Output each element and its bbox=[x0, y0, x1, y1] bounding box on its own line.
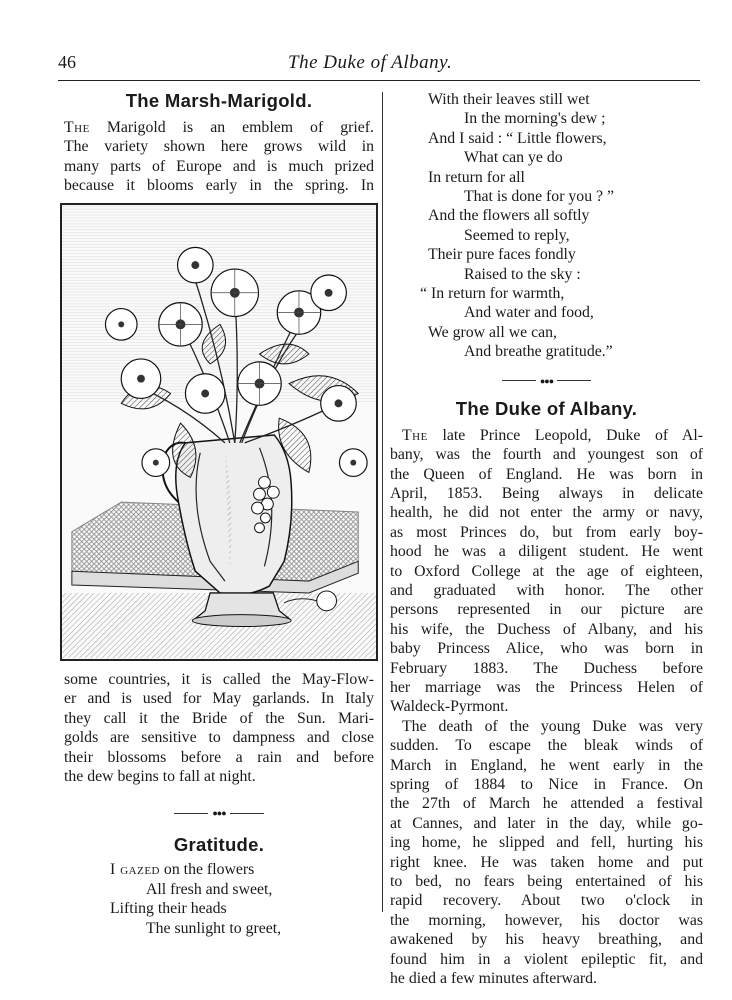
text-line: he died a few minutes afterward. bbox=[390, 970, 598, 988]
page-header bbox=[58, 52, 698, 76]
page-number: 46 bbox=[58, 52, 76, 72]
marsh-marigold-title: The Marsh-Marigold. bbox=[125, 90, 313, 111]
text-line: the 27th of March he attended a festival bbox=[390, 795, 703, 813]
text-line: ing home, he slipped and fell, hurting his bbox=[390, 834, 703, 852]
flower-vase-illustration bbox=[60, 203, 378, 661]
text-line: rapid recovery. About two o'clock in bbox=[390, 892, 703, 910]
poem-line: And breathe gratitude.” bbox=[464, 343, 613, 361]
text-line: The variety shown here grows wild in bbox=[64, 138, 374, 156]
drop-lead: I gazed bbox=[110, 861, 160, 879]
text-line: because it blooms early in the spring. In bbox=[64, 177, 374, 195]
poem-line: Raised to the sky : bbox=[464, 265, 581, 283]
poem-line: And water and food, bbox=[464, 304, 594, 322]
text-line: hood he was a diligent student. He went bbox=[390, 543, 703, 561]
gratitude-poem-part2 bbox=[390, 90, 703, 362]
text-line: they call it the Bride of the Sun. Mari- bbox=[64, 709, 374, 727]
text-line: February 1883. The Duchess before bbox=[390, 659, 703, 677]
poem-line: Their pure faces fondly bbox=[428, 246, 576, 264]
section-ornament bbox=[390, 376, 703, 386]
text-line: his wife, the Duchess of Albany, and his bbox=[390, 620, 703, 638]
duke-title: The Duke of Albany. bbox=[455, 397, 638, 419]
ornament-dots: ●●● bbox=[212, 808, 226, 819]
poem-line: In return for all bbox=[428, 168, 525, 186]
flower-vase-engraving bbox=[62, 205, 376, 659]
poem-line: In the morning's dew ; bbox=[464, 110, 606, 128]
text-line: to Oxford College at the age of eighteen, bbox=[390, 562, 703, 580]
ornament-rule bbox=[557, 380, 591, 381]
text-line: and graduated with honor. The other bbox=[390, 581, 703, 599]
marsh-marigold-continued bbox=[64, 670, 374, 786]
text-line: the morning, however, his doctor was bbox=[390, 911, 703, 929]
ornament-dots: ●●● bbox=[539, 375, 554, 386]
text-line: to bed, no fears being entertained of his bbox=[390, 873, 703, 891]
text-span: late Prince Leopold, Duke of Al- bbox=[427, 426, 703, 444]
text-line: many parts of Europe and is much prized bbox=[64, 157, 374, 175]
text-line: health, he did not enter the army or navy, bbox=[390, 504, 703, 522]
text-line bbox=[390, 426, 703, 445]
gratitude-poem-part1 bbox=[64, 860, 374, 938]
text-line: their blossoms before a rain and before bbox=[64, 748, 374, 766]
poem-line: Seemed to reply, bbox=[464, 226, 570, 244]
text-line: er and is used for May garlands. In Italy bbox=[64, 690, 374, 708]
poem-line: That is done for you ? ” bbox=[464, 188, 615, 206]
poem-line bbox=[110, 860, 374, 879]
ornament-rule bbox=[230, 813, 264, 814]
text-line: the Queen of England. He was born in bbox=[390, 465, 703, 483]
text-line: The death of the young Duke was very bbox=[402, 717, 703, 735]
text-line: awakened by his heavy breathing, and bbox=[390, 931, 703, 949]
text-line: baby Princess Alice, who was born in bbox=[390, 640, 703, 658]
left-column-lower bbox=[64, 670, 374, 938]
poem-line: We grow all we can, bbox=[428, 323, 557, 341]
header-rule bbox=[58, 80, 700, 81]
text-line: persons represented in our picture are bbox=[390, 601, 703, 619]
drop-lead: The bbox=[402, 426, 428, 444]
text-line: Waldeck-Pyrmont. bbox=[390, 698, 509, 716]
poem-line: And the flowers all softly bbox=[428, 207, 590, 225]
running-title: The Duke of Albany. bbox=[288, 52, 453, 73]
drop-lead: The bbox=[64, 119, 90, 136]
text-line: found him in a violent epileptic fit, and bbox=[390, 950, 703, 968]
duke-paragraph-2 bbox=[390, 717, 703, 989]
text-line: as most Princes do, but from early boy- bbox=[390, 523, 703, 541]
text-line: March in England, he went early in the bbox=[390, 756, 703, 774]
poem-line: What can ye do bbox=[464, 149, 563, 167]
text-span: Marigold is an emblem of grief. bbox=[89, 119, 374, 136]
text-line: golds are sensitive to dampness and close bbox=[64, 729, 374, 747]
poem-line: And I said : “ Little flowers, bbox=[428, 129, 607, 147]
poem-line: The sunlight to greet, bbox=[146, 919, 282, 937]
text-line: her marriage was the Princess Helen of bbox=[390, 678, 703, 696]
text-line: bany, was the fourth and youngest son of bbox=[390, 446, 703, 464]
poem-line: “ In return for warmth, bbox=[420, 285, 565, 303]
column-divider bbox=[382, 92, 383, 912]
text-span: on the flowers bbox=[159, 861, 255, 879]
text-line: spring of 1884 to Nice in France. On bbox=[390, 776, 703, 793]
poem-line: Lifting their heads bbox=[110, 900, 227, 918]
poem-line: All fresh and sweet, bbox=[146, 880, 273, 898]
ornament-rule bbox=[502, 380, 536, 381]
text-line: at Cannes, and later in the day, while go- bbox=[390, 814, 703, 832]
right-column bbox=[390, 90, 703, 988]
text-line: April, 1853. Being always in delicate bbox=[390, 484, 703, 502]
gratitude-title: Gratitude. bbox=[173, 834, 265, 856]
section-ornament bbox=[64, 808, 374, 818]
text-line: some countries, it is called the May-Flow- bbox=[64, 671, 374, 688]
left-column bbox=[64, 90, 374, 196]
ornament-rule bbox=[174, 813, 208, 814]
text-line bbox=[64, 118, 374, 137]
text-line: sudden. To escape the bleak winds of bbox=[390, 737, 703, 755]
text-line: the dew begins to fall at night. bbox=[64, 768, 256, 786]
marsh-marigold-intro bbox=[64, 118, 374, 196]
duke-paragraph-1 bbox=[390, 426, 703, 717]
poem-line: With their leaves still wet bbox=[428, 91, 590, 108]
text-line: right knee. He was taken home and put bbox=[390, 853, 703, 871]
